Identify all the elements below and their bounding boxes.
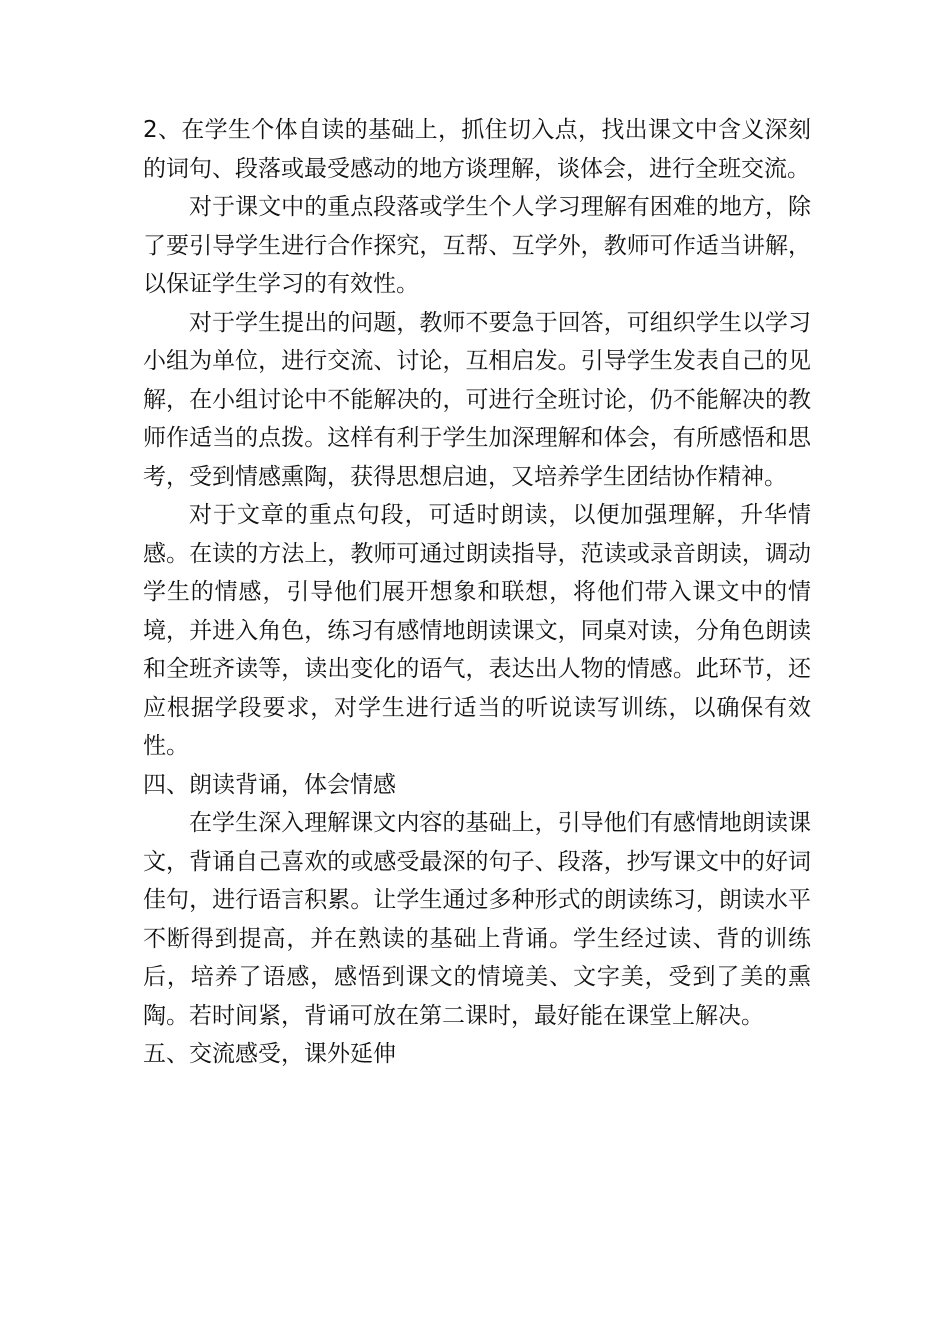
document-body xyxy=(143,111,811,1074)
section-heading-recitation: 四、朗读背诵，体会情感 xyxy=(143,771,396,798)
paragraph-key-passages: 对于课文中的重点段落或学生个人学习理解有困难的地方，除了要引导学生进行合作探究，互帮、互学外，教师可作适当讲解，以保证学生学习的有效性。 xyxy=(143,194,811,297)
section-heading-extension: 五、交流感受，课外延伸 xyxy=(143,1041,396,1067)
paragraph-key-sentences: 对于文章的重点句段，可适时朗读，以便加强理解，升华情感。在读的方法上，教师可通过朗读指导，范读或录音朗读，调动学生的情感，引导他们展开想象和联想，将他们带入课文中的情境，并进入角色，练习有感情地朗读课文，同桌对读，分角色朗读和全班齐读等，读出变化的语气，表达出人物的情感。此环节，还应根据学段要求，对学生进行适当的听说读写训练，以确保有效性。 xyxy=(143,502,811,759)
paragraph-recitation: 在学生深入理解课文内容的基础上，引导他们有感情地朗读课文，背诵自己喜欢的或感受最深的句子、段落，抄写课文中的好词佳句，进行语言积累。让学生通过多种形式的朗读练习，朗读水平不断得到提高，并在熟读的基础上背诵。学生经过读、背的训练后，培养了语感，感悟到课文的情境美、文字美，受到了美的熏陶。若时间紧，背诵可放在第二课时，最好能在课堂上解决。 xyxy=(143,810,811,1029)
paragraph-reading-discussion: 2、在学生个体自读的基础上，抓住切入点，找出课文中含义深刻的词句、段落或最受感动的地方谈理解，谈体会，进行全班交流。 xyxy=(143,117,811,182)
paragraph-student-questions: 对于学生提出的问题，教师不要急于回答，可组织学生以学习小组为单位，进行交流、讨论，互相启发。引导学生发表自己的见解，在小组讨论中不能解决的，可进行全班讨论，仍不能解决的教师作适当的点拨。这样有利于学生加深理解和体会，有所感悟和思考，受到情感熏陶，获得思想启迪，又培养学生团结协作精神。 xyxy=(143,309,811,490)
